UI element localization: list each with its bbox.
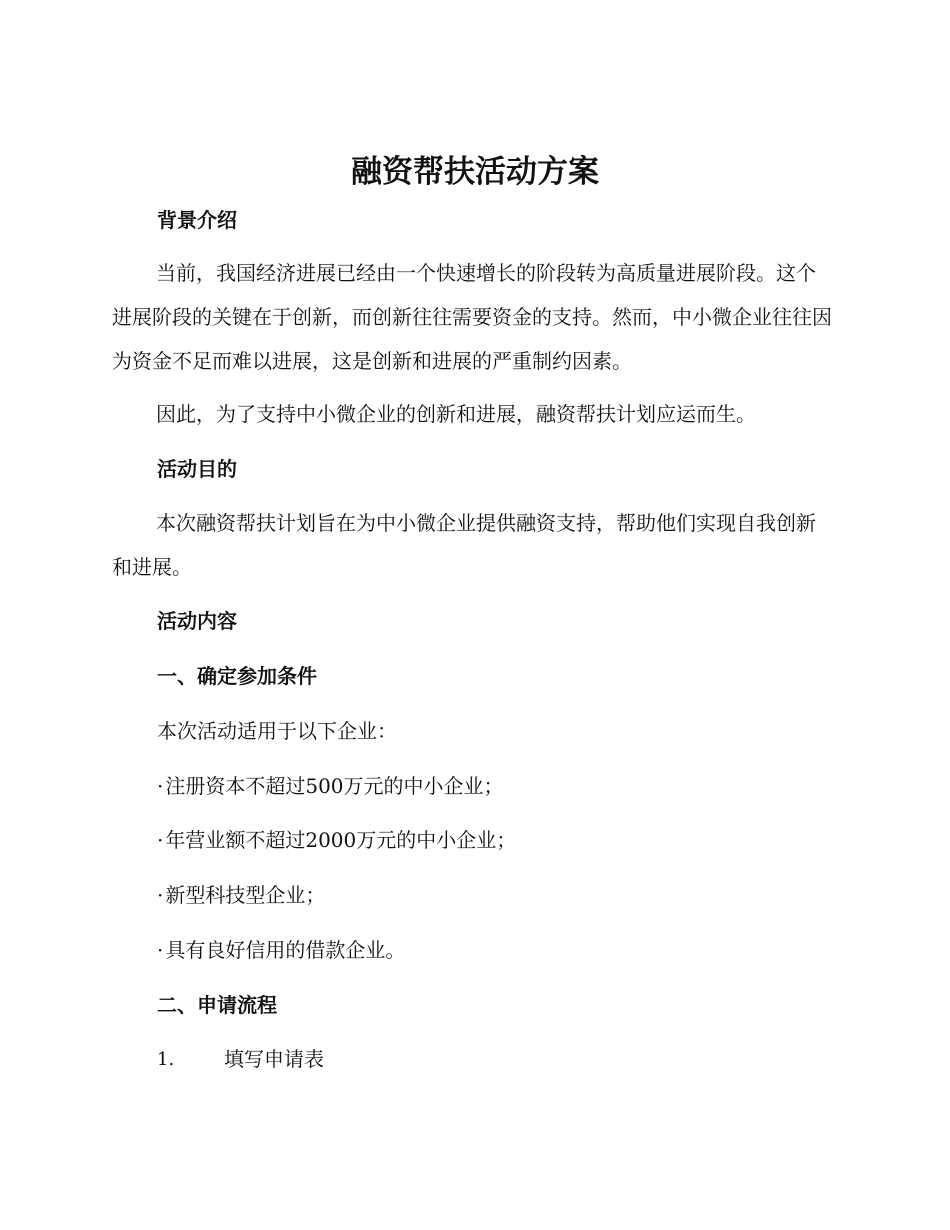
heading-background: 背景介绍 — [157, 208, 237, 232]
bullet-dot: · — [157, 774, 164, 798]
list-item-text: 年营业额不超过2000万元的中小企业； — [165, 828, 517, 852]
list-item-text: 具有良好信用的借款企业。 — [165, 938, 406, 962]
step-number: 1. — [157, 1049, 175, 1070]
step-text: 填写申请表 — [224, 1047, 324, 1071]
document-title: 融资帮扶活动方案 — [351, 154, 599, 190]
heading-purpose: 活动目的 — [157, 457, 237, 481]
heading-eligibility: 一、确定参加条件 — [157, 664, 317, 688]
eligibility-intro: 本次活动适用于以下企业： — [157, 719, 397, 743]
bullet-dot: · — [157, 828, 164, 852]
list-item — [157, 881, 325, 909]
heading-content: 活动内容 — [157, 609, 237, 633]
bullet-dot: · — [157, 883, 164, 907]
bullet-dot: · — [157, 938, 164, 962]
list-item — [157, 936, 405, 964]
paragraph-background-2: 因此，为了支持中小微企业的创新和进展，融资帮扶计划应运而生。 — [156, 402, 756, 426]
list-item — [157, 826, 516, 854]
list-item — [157, 772, 504, 800]
list-item-text: 注册资本不超过500万元的中小企业； — [165, 774, 504, 798]
paragraph-purpose: 本次融资帮扶计划旨在为中小微企业提供融资支持，帮助他们实现自我创新和进展。 — [112, 511, 816, 579]
paragraph-background-1: 当前，我国经济进展已经由一个快速增长的阶段转为高质量进展阶段。这个进展阶段的关键在于创新，而创新往往需要资金的支持。然而，中小微企业往往因为资金不足而难以进展，这是创新和进展的严重制约因素。 — [112, 261, 832, 373]
heading-application-process: 二、申请流程 — [157, 993, 277, 1017]
list-item-text: 新型科技型企业； — [165, 883, 326, 907]
